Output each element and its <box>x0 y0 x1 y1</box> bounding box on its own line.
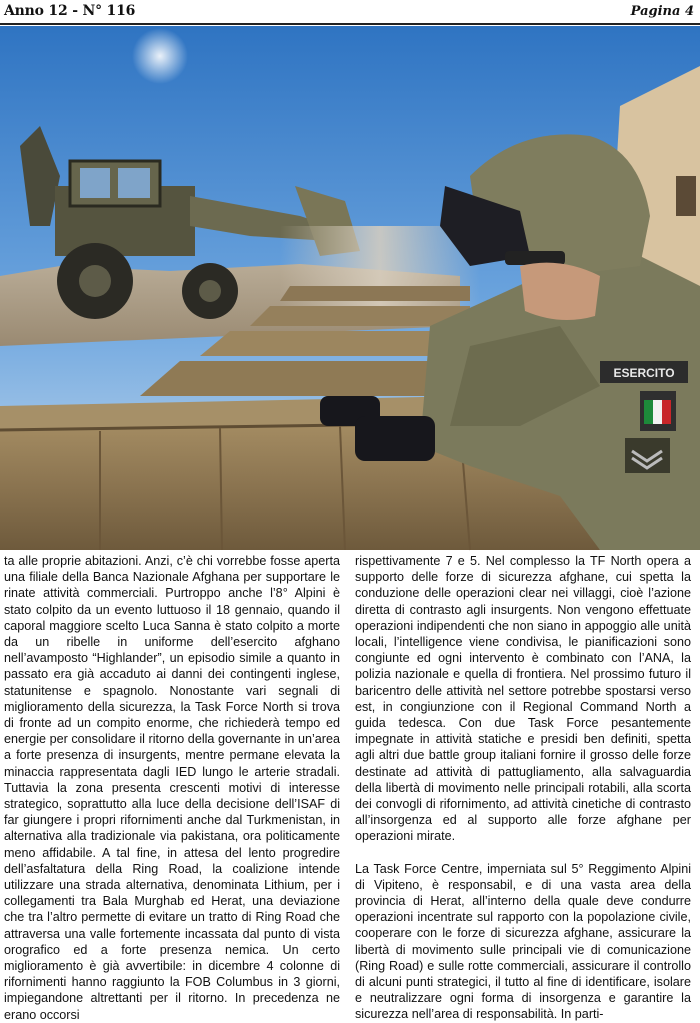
article-column-left <box>4 553 340 1022</box>
article-paragraph: ta alle proprie abitazioni. Anzi, c’è chi vorrebbe fosse aperta una filiale della Banca Nazionale Afghana per supportare le rinate attività commerciali. Purtroppo anche l’8° Alpini è stato colpito da un evento luttuoso il 18 gennaio, quando il caporal maggiore scelto Luca Sanna è stato colpito a morte da un ribelle in uniforme dell’esercito afghano nell’avamposto “Highlander”, un episodio simile a quanto in passato era già accaduto ai danni dei contingenti inglese, statunitense e spagnolo. Nonostante vari segnali di miglioramento della sicurezza, la Task Force North si trova di fronte ad un compito enorme, che richiederà tempo ed energie per consolidare il ritorno della governante in un’area a forte presenza di insurgents, mentre permane elevata la minaccia rappresentata dagli IED lungo le arterie stradali. Tuttavia la zona presenta crescenti motivi di interesse strategico, soprattutto alla luce della decisione dell’ISAF di far giungere i propri rifornimenti anche dal Turkmenistan, in alternativa alla tradizionale via pakistana, ora politicamente meno affidabile. A tal fine, in attesa del lento progredire dell’asfaltatura della Ring Road, la coalizione intende utilizzare una strada alternativa, denominata Lithium, per i collegamenti tra Bala Murghab ed Herat, una deviazione che tra l’altro permette di evitare un tratto di Ring Road che attraversa una valle fortemente incassata dal punto di vista orografico ed a forte presenza nemica. Un certo miglioramento è già avvertibile: in dicembre 4 colonne di rifornimenti hanno raggiunto la FOB Columbus in 3 giorni, impiegandone altrettanti per il ritorno. In precedenza ne erano occorsi <box>4 554 340 1022</box>
photo-illustration <box>0 26 700 550</box>
article-paragraph: La Task Force Centre, imperniata sul 5° Reggimento Alpini di Vipiteno, è responsabil, e di una vasta area della provincia di Herat, all’interno della quale deve condurre operazioni incentrate sul rapporto con la popolazione civile, cooperare con le forze di sicurezza afghane, assicurare la libertà di movimento sulle principali vie di comunicazione (Ring Road) e sulle rotte commerciali, assicurare il controllo di alcuni punti strategici, il tutto al fine di identificare, isolare e neutralizzare ogni forma di insorgenza e garantire la sicurezza nell’area di responsabilità. In parti- <box>355 861 691 1022</box>
article-paragraph: rispettivamente 7 e 5. Nel complesso la TF North opera a supporto delle forze di sicurezza afghane, cui spetta la conduzione delle operazioni clear nei villaggi, cioè l’azione diretta di contrasto agli insurgents. Non vengono effettuate operazioni indipendenti che non siano in appoggio alle unità locali, l’intelligence viene condivisa, le pianificazioni sono congiunte ed ogni intervento è combinato con l’ANA, la polizia nazionale e quella di frontiera. Nel prossimo futuro il baricentro delle attività nel settore potrebbe spostarsi verso est, in congiunzione con il Regional Command North a guida tedesca. Con due Task Force pesantemente impegnate in attività statiche e presidi ben definiti, spetta agli altri due battle group italiani fornire il grosso delle forze destinate ad attività di pattugliamento, alla salvaguardia della libertà di movimento nelle principali rotabili, alla scorta dei convogli di rifornimento, ad attività cinetiche di contrasto all’insorgenza ed al supporto alle forze afghane per operazioni mirate. <box>355 554 691 844</box>
page-header <box>0 0 700 24</box>
esercito-patch: ESERCITO <box>613 366 675 380</box>
header-divider <box>0 23 700 25</box>
article-column-right <box>355 553 691 1022</box>
issue-number: Anno 12 - N° 116 <box>4 3 136 19</box>
article-photo <box>0 26 700 550</box>
page-number: Pagina 4 <box>630 4 694 19</box>
